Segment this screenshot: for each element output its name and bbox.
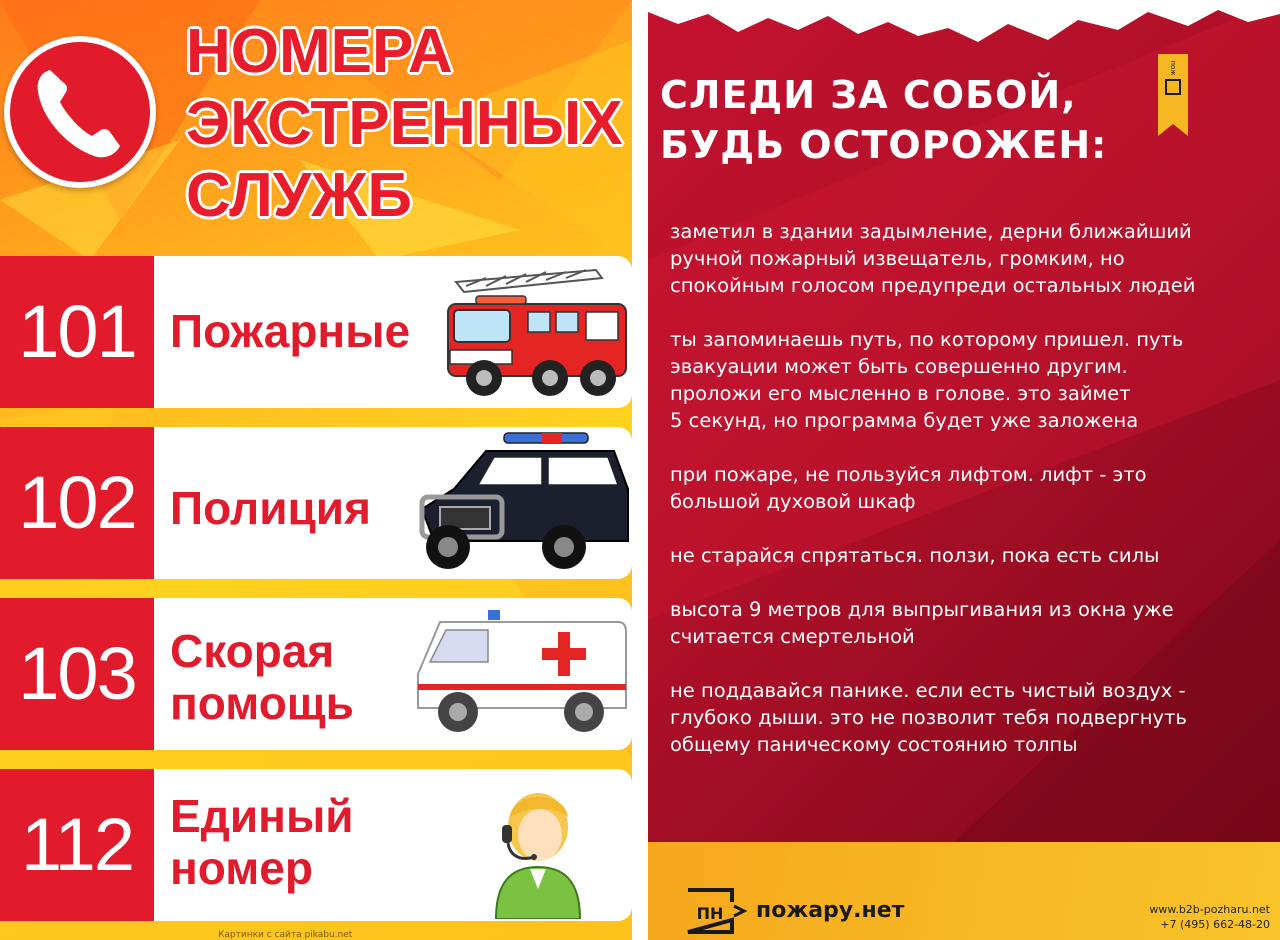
service-label: помощь bbox=[170, 677, 354, 729]
image-credit: Картинки с сайта pikabu.net bbox=[218, 930, 353, 940]
bookmark-logo-icon bbox=[1158, 54, 1188, 136]
rule-line: эвакуации может быть совершенно другим. bbox=[670, 355, 1128, 378]
rule-line: общему паническому состоянию толпы bbox=[670, 733, 1078, 756]
rule-line: ты запоминаешь путь, по которому пришел. путь bbox=[670, 328, 1184, 351]
ambulance-icon bbox=[410, 604, 630, 744]
rule-line: при пожаре, не пользуйся лифтом. лифт - это bbox=[670, 463, 1147, 486]
brand-logo-icon bbox=[686, 888, 748, 934]
rule-line: глубоко дыши. это не позволит тебя подвергнуть bbox=[670, 706, 1187, 729]
service-number: 102 bbox=[18, 461, 136, 544]
service-label: номер bbox=[170, 842, 313, 894]
service-number: 103 bbox=[18, 632, 136, 715]
rule-line: высота 9 метров для выпрыгивания из окна уже bbox=[670, 598, 1174, 621]
rule-line: заметил в здании задымление, дерни ближайший bbox=[670, 220, 1192, 243]
service-label: Единый bbox=[170, 790, 354, 842]
title-line: СЛУЖБ bbox=[186, 161, 412, 230]
rule-line: считается смертельной bbox=[670, 625, 915, 648]
service-row-fire bbox=[0, 256, 632, 408]
brand-site: www.b2b-pozharu.net bbox=[1149, 903, 1270, 916]
poster-title bbox=[186, 16, 623, 232]
rules-list bbox=[670, 218, 1270, 785]
police-car-icon bbox=[414, 429, 630, 579]
logo-letters: ПН bbox=[696, 904, 724, 923]
title-line: СЛЕДИ ЗА СОБОЙ, bbox=[660, 73, 1077, 117]
brand-name: пожару.нет bbox=[756, 898, 905, 923]
rule-item bbox=[670, 596, 1270, 650]
rule-item bbox=[670, 326, 1270, 434]
service-row-police bbox=[0, 427, 632, 579]
brand-contacts bbox=[1149, 902, 1270, 932]
phone-icon bbox=[32, 62, 128, 162]
torn-paper-edge bbox=[648, 0, 1280, 60]
rule-item bbox=[670, 542, 1270, 569]
title-line: БУДЬ ОСТОРОЖЕН: bbox=[660, 123, 1108, 167]
rule-item bbox=[670, 461, 1270, 515]
rule-line: 5 секунд, но программа будет уже заложена bbox=[670, 409, 1139, 432]
rule-line: не старайся спрятаться. ползи, пока есть силы bbox=[670, 544, 1160, 567]
title-line: ЭКСТРЕННЫХ bbox=[186, 89, 623, 158]
safety-rules-poster bbox=[648, 0, 1280, 940]
service-row-ambulance bbox=[0, 598, 632, 750]
svg-text:пож: пож bbox=[1169, 60, 1177, 76]
rule-line: не поддавайся панике. если есть чистый воздух - bbox=[670, 679, 1186, 702]
rules-title bbox=[660, 70, 1107, 170]
rule-item bbox=[670, 677, 1270, 758]
fire-truck-icon bbox=[446, 264, 630, 402]
service-label: Пожарные bbox=[170, 305, 411, 357]
rule-line: проложи его мысленно в голове. это займет bbox=[670, 382, 1131, 405]
service-row-unified bbox=[0, 769, 632, 921]
title-line: НОМЕРА bbox=[186, 17, 453, 86]
service-label: Скорая bbox=[170, 625, 335, 677]
service-number: 101 bbox=[18, 290, 136, 373]
operator-icon bbox=[490, 777, 586, 919]
service-number: 112 bbox=[21, 803, 133, 886]
phone-badge bbox=[4, 36, 156, 188]
service-label: Полиция bbox=[170, 482, 371, 534]
brand-phone: +7 (495) 662-48-20 bbox=[1160, 918, 1270, 931]
rule-line: большой духовой шкаф bbox=[670, 490, 916, 513]
rule-item bbox=[670, 218, 1270, 299]
emergency-numbers-poster bbox=[0, 0, 632, 940]
rule-line: ручной пожарный извещатель, громким, но bbox=[670, 247, 1125, 270]
rule-line: спокойным голосом предупреди остальных людей bbox=[670, 274, 1196, 297]
